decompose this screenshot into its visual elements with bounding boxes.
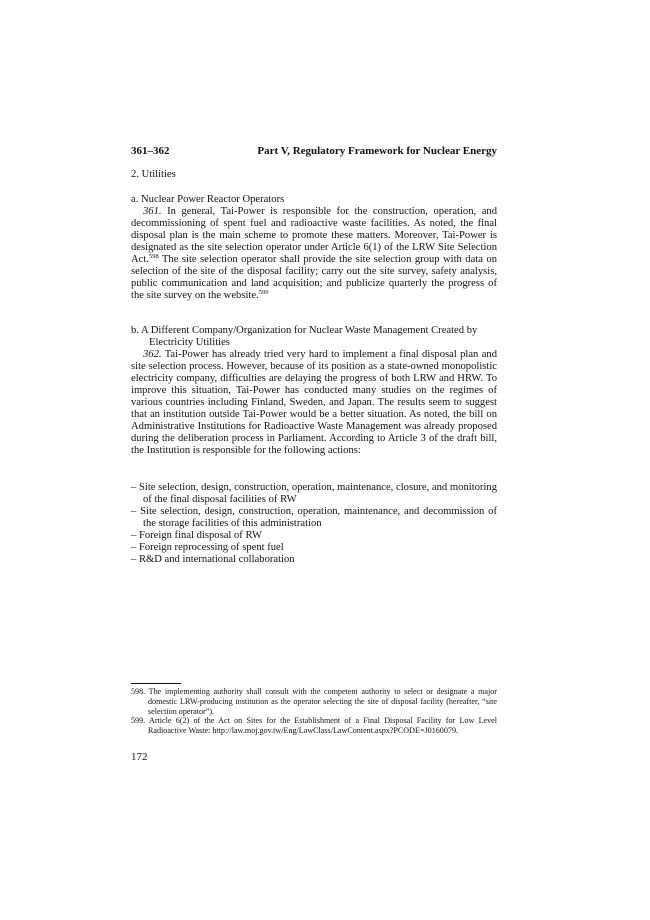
footnote-ref[interactable]: 598: [148, 253, 159, 261]
paragraph-number: 362.: [143, 349, 162, 361]
list-item: – Foreign reprocessing of spent fuel: [131, 542, 284, 554]
section-heading-block: [131, 169, 497, 181]
subsection-a: [131, 194, 497, 302]
footnote-599: 599. Article 6(2) of the Act on Sites for the Establishment of a Final Disposal Facility for Low Level Radioactive Waste: http://law.moj.gov.tw/Eng/LawClass/LawContent.aspx?PCODE=J0160079.: [131, 716, 497, 736]
footnotes: [131, 687, 497, 736]
paragraph-text: The site selection operator shall provide the site selection group with data on selection of the site of the disposal facility; carry out the site survey, safety analysis, public communication and land acquisition; and publicize quarterly the progress of the site survey on the website.: [131, 254, 497, 302]
actions-list-block: [131, 482, 497, 566]
paragraph-text: In general, Tai-Power is responsible for the construction, operation, and decommissioning of spent fuel and radioactive waste facilities. As noted, the final disposal plan is the main scheme to promote these matters. Moreover, Tai-Power is designated as the site selection operator under Article 6(1) of the LRW Site Selection Act.: [131, 206, 497, 266]
page-number: 172: [131, 751, 148, 763]
section-heading: 2. Utilities: [131, 169, 176, 180]
subsection-a-heading: a. Nuclear Power Reactor Operators: [131, 194, 285, 205]
actions-list: [131, 482, 497, 566]
paragraph-number: 361.: [143, 206, 162, 218]
subsection-b-heading: b. A Different Company/Organization for Nuclear Waste Management Created by Electricity Utilities: [131, 325, 478, 349]
list-item: – R&D and international collaboration: [131, 554, 295, 566]
list-item: – Foreign final disposal of RW: [131, 530, 262, 542]
paragraph-text: Tai-Power has already tried very hard to implement a final disposal plan and site selection process. However, because of its position as a state-owned monopolistic electricity company, difficulties are delaying the progress of both LRW and HRW. To improve this situation, Tai-Power has conducted many studies on the regimes of various countries including Finland, Sweden, and Japan. The results seem to suggest that an institution outside Tai-Power would be a better situation. As noted, the bill on Administrative Institutions for Radioactive Waste Management was already proposed during the deliberation process in Parliament. According to Article 3 of the draft bill, the Institution is responsible for the following actions:: [131, 349, 497, 457]
footnote-ref[interactable]: 599: [258, 289, 269, 297]
paragraph-361: [131, 206, 497, 302]
footnote-divider: [131, 683, 181, 684]
paragraph-362: [131, 349, 497, 457]
subsection-b: [131, 325, 497, 458]
section-range: 361–362: [131, 145, 170, 157]
list-item: – Site selection, design, construction, operation, maintenance, and decommission of the storage facilities of this administration: [131, 506, 497, 530]
running-title: Part V, Regulatory Framework for Nuclear Energy: [257, 145, 497, 157]
list-item: – Site selection, design, construction, operation, maintenance, closure, and monitoring of the final disposal facilities of RW: [131, 482, 497, 506]
footnote-598: 598. The implementing authority shall consult with the competent authority to select or designate a major domestic LRW-producing institution as the operator selecting the site of disposal facility (hereafter, “site selection operator”).: [131, 687, 497, 716]
